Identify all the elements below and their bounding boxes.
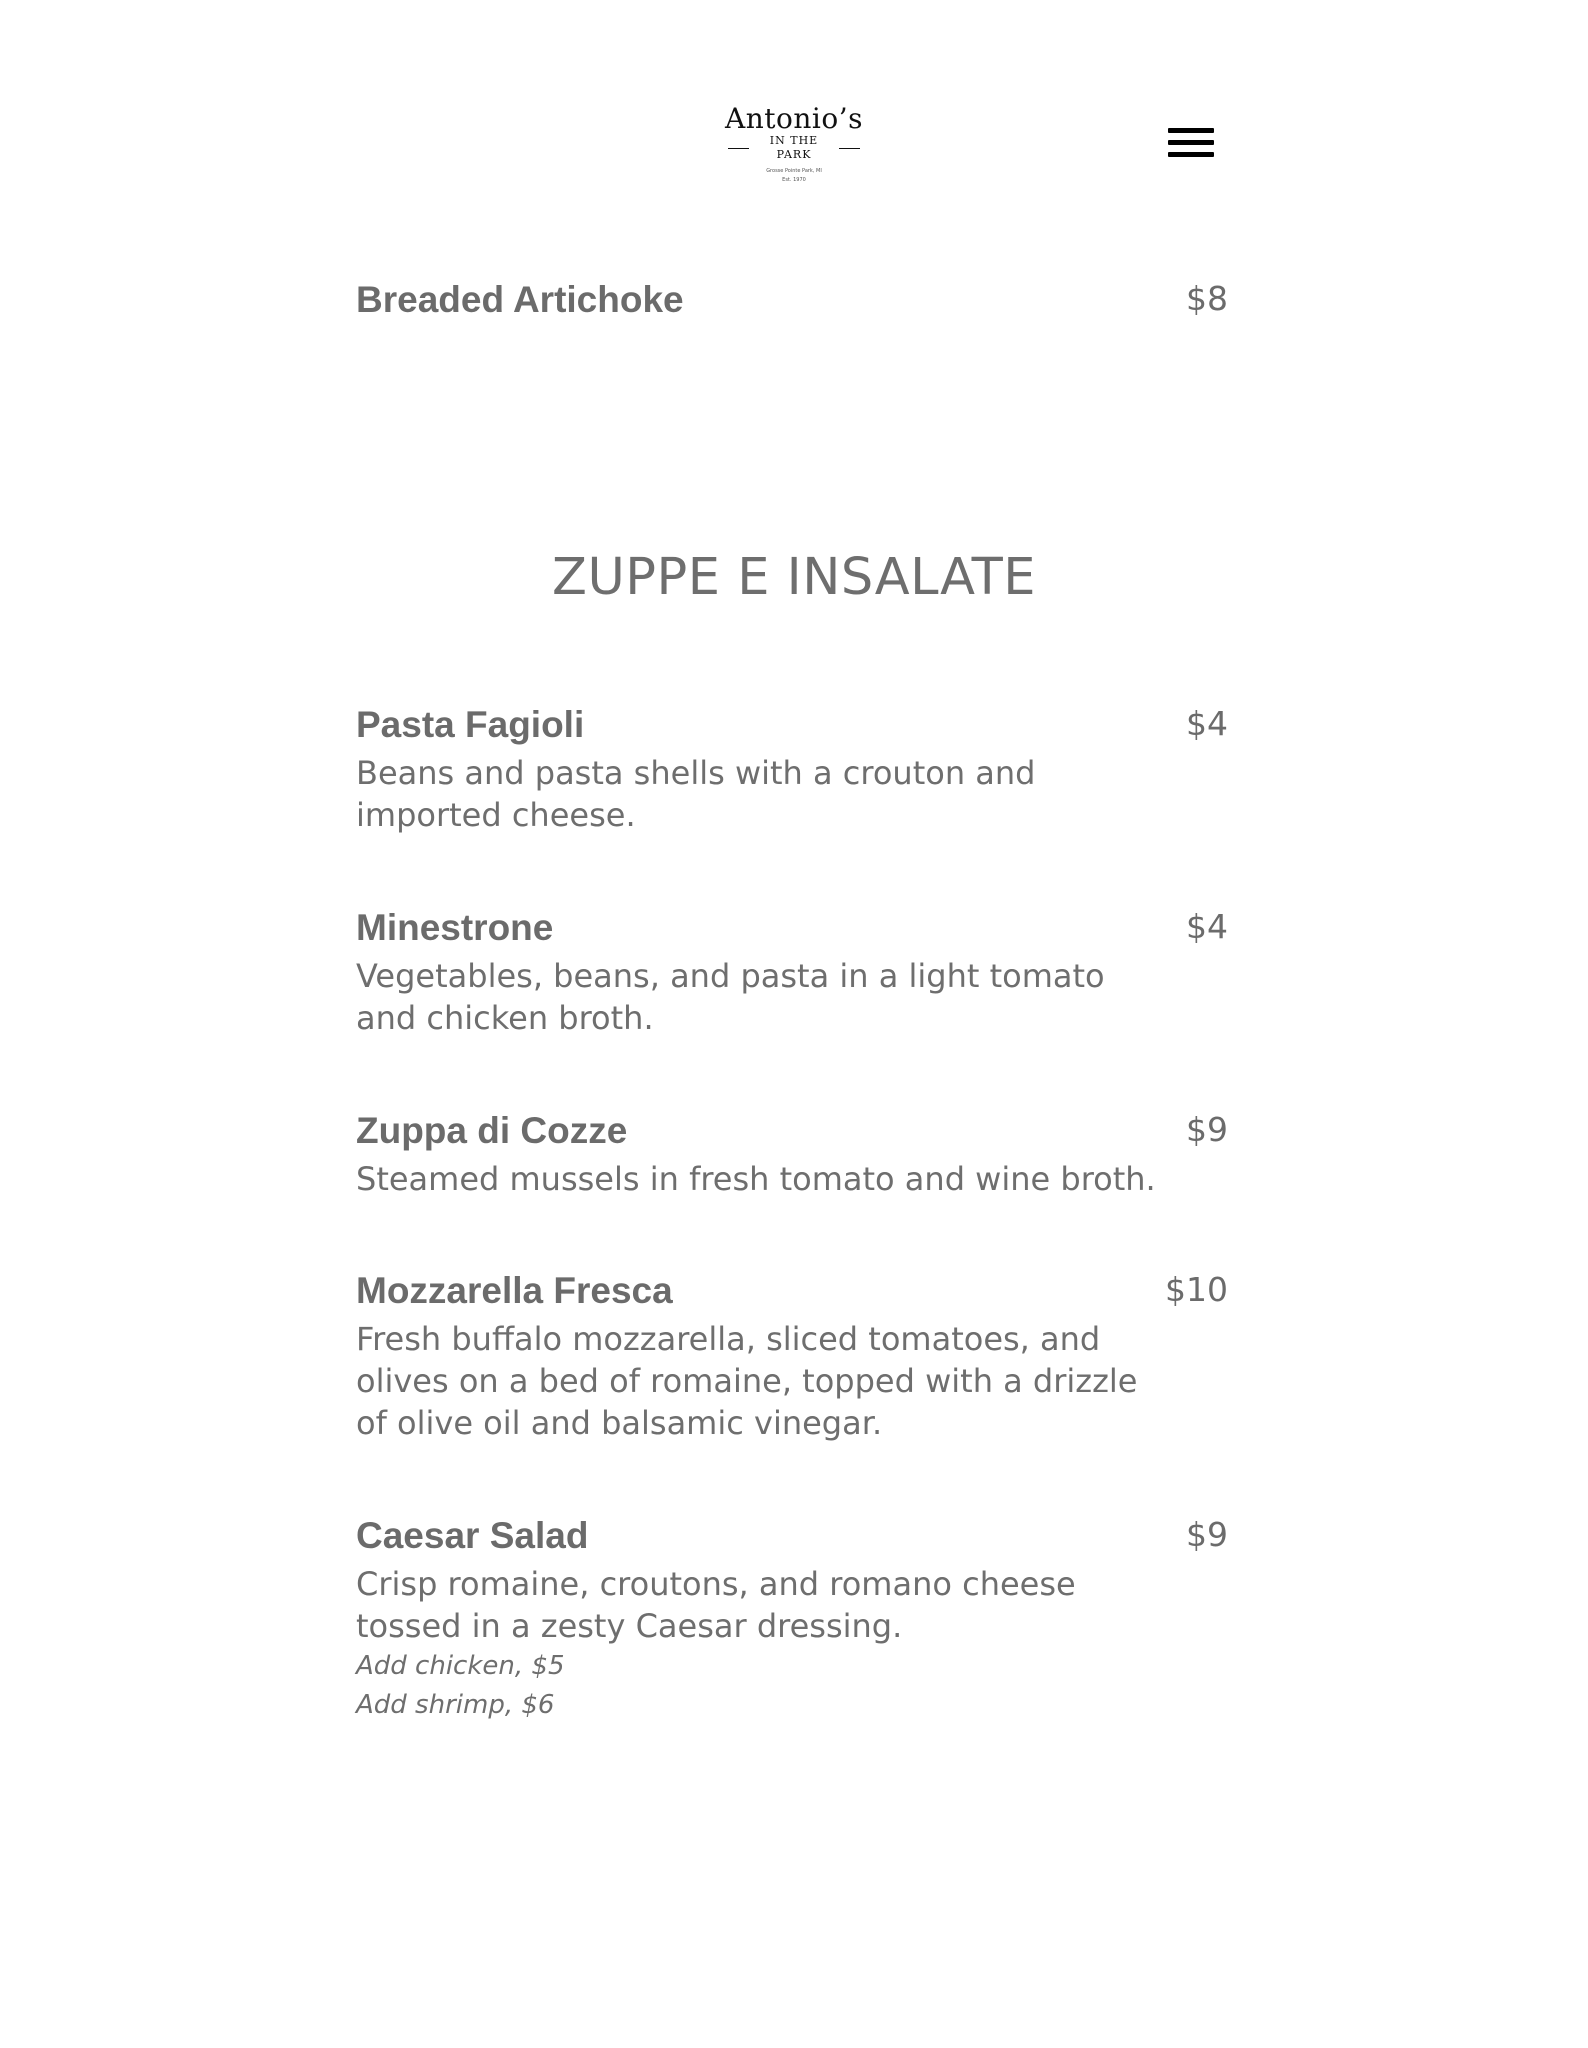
menu-item-name: Minestrone <box>356 907 554 948</box>
menu-item-name: Zuppa di Cozze <box>356 1110 628 1151</box>
menu-item-description: Vegetables, beans, and pasta in a light tomato and chicken broth. <box>356 957 1105 1037</box>
menu-item-mozzarella-fresca <box>356 1268 1228 1444</box>
menu-item-name: Caesar Salad <box>356 1515 589 1556</box>
menu-item-description: Steamed mussels in fresh tomato and wine broth. <box>356 1160 1156 1198</box>
section-title: ZUPPE E INSALATE <box>552 548 1036 607</box>
menu-item-price: $8 <box>1186 279 1228 318</box>
logo-subtitle-text: IN THE PARK <box>769 134 819 161</box>
menu-item-pasta-fagioli <box>356 702 1228 836</box>
menu-item-zuppa-di-cozze <box>356 1108 1228 1200</box>
menu-item-price: $9 <box>1186 1515 1228 1554</box>
logo-location: Grosse Pointe Park, MI <box>766 168 822 174</box>
menu-item-addon: Add shrimp, $6 <box>356 1690 555 1720</box>
logo-established: Est. 1970 <box>782 177 806 183</box>
menu-item-description: Fresh buffalo mozzarella, sliced tomatoes, and olives on a bed of romaine, topped with a drizzle of olive oil and balsamic vinegar. <box>356 1320 1138 1442</box>
menu-bar <box>1168 140 1214 145</box>
restaurant-logo[interactable] <box>724 104 864 184</box>
menu-item-price: $4 <box>1186 704 1228 743</box>
menu-item-breaded-artichoke <box>356 277 1228 323</box>
menu-bar <box>1168 152 1214 157</box>
menu-item-addon: Add chicken, $5 <box>356 1651 565 1681</box>
menu-item-caesar-salad <box>356 1513 1228 1725</box>
menu-bar <box>1168 128 1214 133</box>
menu-item-description: Beans and pasta shells with a crouton and imported cheese. <box>356 754 1036 834</box>
menu-item-price: $4 <box>1186 907 1228 946</box>
menu-item-price: $9 <box>1186 1110 1228 1149</box>
menu-item-description: Crisp romaine, croutons, and romano cheese tossed in a zesty Caesar dressing. <box>356 1565 1076 1645</box>
hamburger-menu-icon[interactable] <box>1168 124 1214 162</box>
logo-rule-left <box>728 148 749 149</box>
logo-subtitle <box>724 134 864 162</box>
menu-item-name: Breaded Artichoke <box>356 279 684 320</box>
menu-item-price: $10 <box>1165 1270 1228 1309</box>
site-header <box>0 0 1588 200</box>
logo-name: Antonio’s <box>725 102 863 135</box>
menu-item-minestrone <box>356 905 1228 1039</box>
menu-item-name: Pasta Fagioli <box>356 704 585 745</box>
logo-rule-right <box>839 148 860 149</box>
menu-item-name: Mozzarella Fresca <box>356 1270 673 1311</box>
